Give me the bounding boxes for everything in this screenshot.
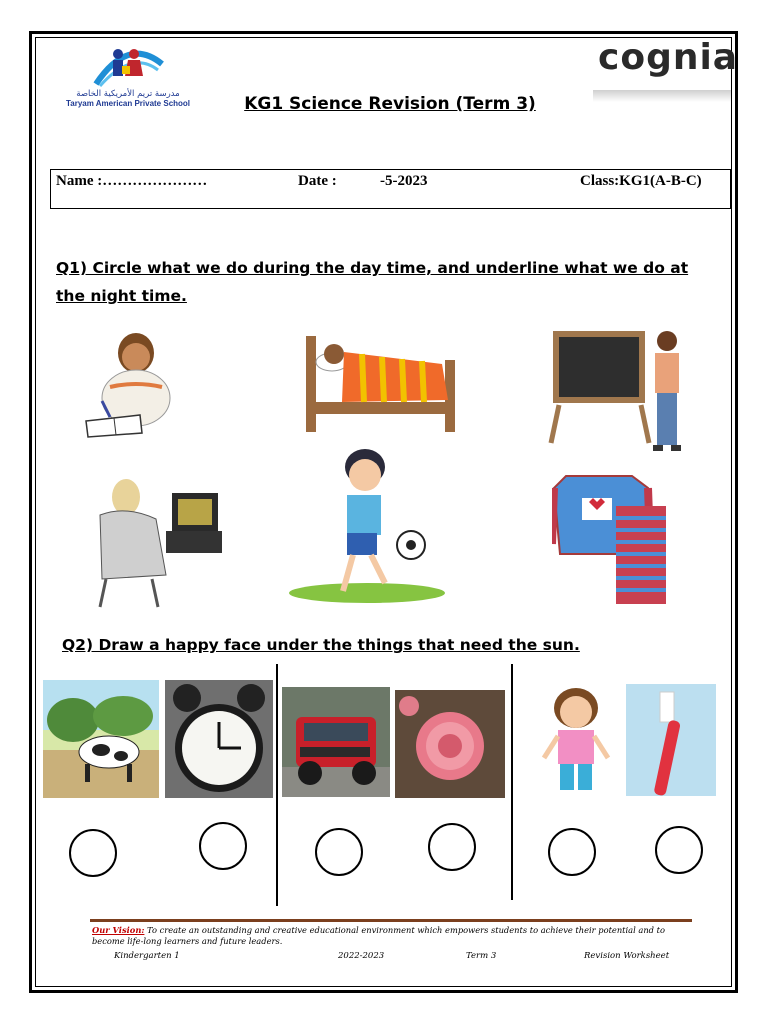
red-jeep-picture[interactable] [282,687,390,797]
boy-playing-football-picture[interactable] [287,445,445,605]
divider-line-1 [276,664,278,906]
school-name-arabic: مدرسة تريم الأمريكية الخاصة [76,89,180,99]
vision-statement [92,925,692,947]
answer-circle-cow[interactable] [69,829,117,877]
pajamas-picture[interactable] [552,468,670,608]
worksheet-title: KG1 Science Revision (Term 3) [244,94,536,114]
vision-label: Our Vision: [92,925,145,935]
girl-writing-picture[interactable] [80,323,188,438]
vision-text: To create an outstanding and creative educational environment which empowers students to achieve their potential and to become life-long learners and future leaders. [92,925,665,946]
question-2: Q2) Draw a happy face under the things that need the sun. [62,636,580,654]
toothbrush-picture[interactable] [626,684,716,796]
answer-circle-toothbrush[interactable] [655,826,703,874]
answer-circle-rose[interactable] [428,823,476,871]
alarm-clock-picture[interactable] [165,680,273,798]
name-field[interactable]: Name :………………… [56,173,208,189]
cow-picture[interactable] [43,680,159,798]
footer-grade: Kindergarten 1 [114,951,180,961]
date-label: Date : [298,173,337,189]
woman-watching-tv-picture[interactable] [96,475,224,610]
answer-circle-clock[interactable] [199,822,247,870]
footer-term: Term 3 [466,951,497,961]
class-label: Class:KG1(A-B-C) [580,173,702,189]
footer-doc-type: Revision Worksheet [584,951,670,961]
footer-rule [90,919,692,922]
answer-circle-girl[interactable] [548,828,596,876]
school-name-english: Taryam American Private School [65,99,191,108]
date-value: -5-2023 [380,173,428,189]
cognia-logo: cognia [598,37,739,78]
question-1: Q1) Circle what we do during the day time, and underline what we do at the night time. [56,259,689,305]
footer-year: 2022-2023 [338,951,385,961]
answer-circle-jeep[interactable] [315,828,363,876]
school-logo [88,40,168,88]
boy-sleeping-picture[interactable] [306,336,455,432]
teacher-blackboard-picture[interactable] [545,325,695,455]
girl-picture[interactable] [524,684,628,796]
brand-bar [593,90,731,102]
rose-picture[interactable] [395,690,505,798]
divider-line-2 [511,664,513,900]
